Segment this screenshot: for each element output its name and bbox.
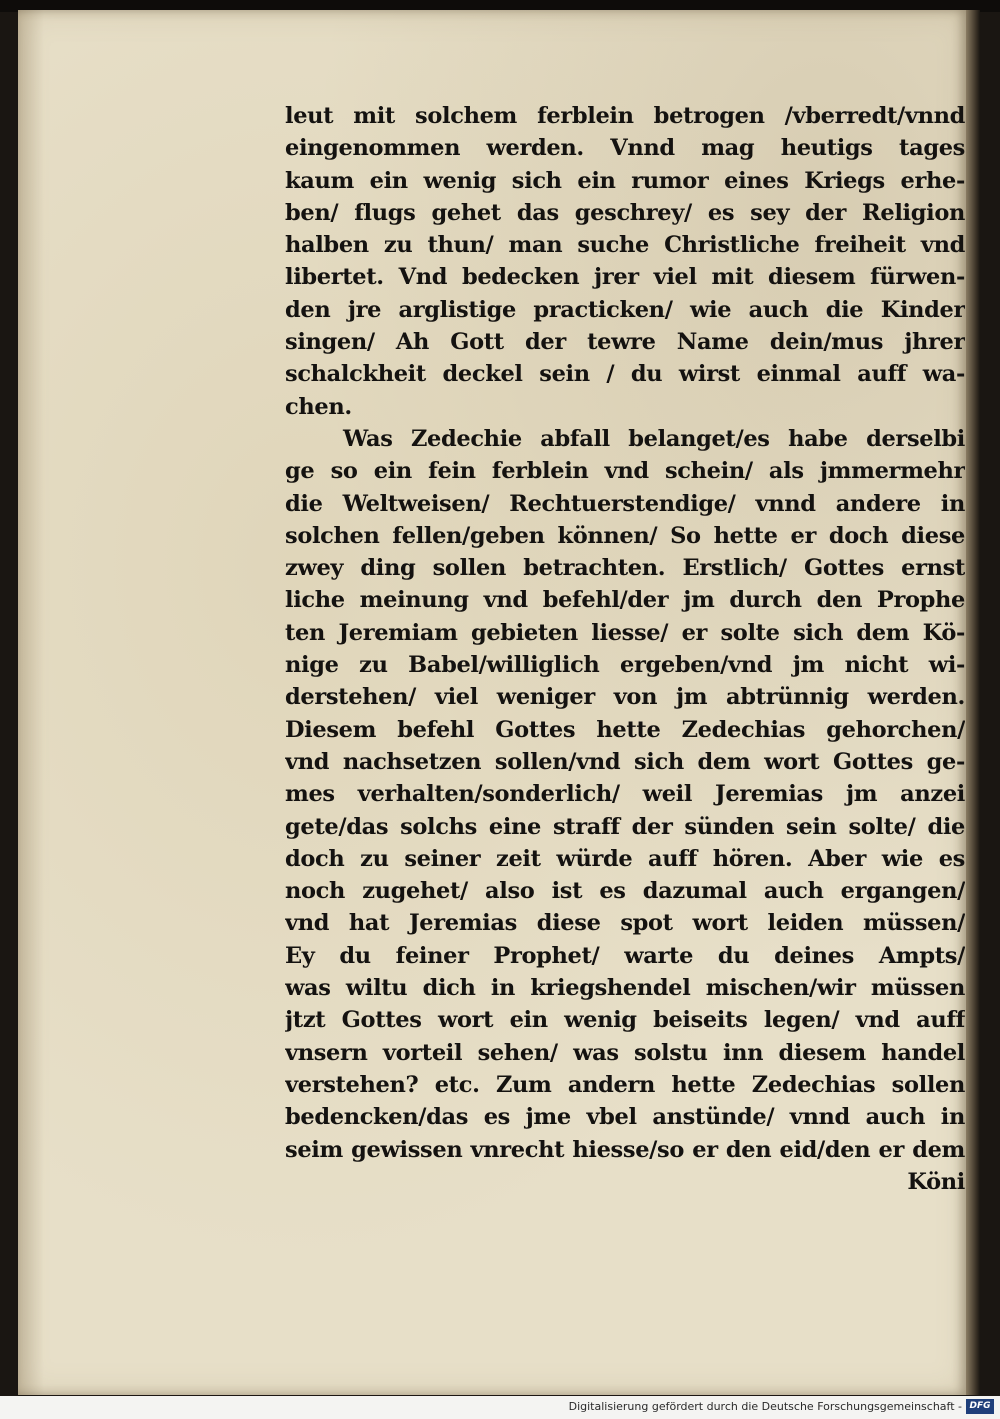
text-line: gete/das solchs eine straff der sünden sein solte/ die: [285, 813, 965, 840]
text-line: Diesem befehl Gottes hette Zedechias gehorchen/: [285, 716, 965, 743]
text-line: chen.: [285, 393, 352, 420]
text-line: schalckheit deckel sein / du wirst einmal auff wa‑: [285, 361, 965, 388]
text-line: Ey du feiner Prophet/ warte du deines Ampts/: [285, 942, 965, 969]
text-line: eingenommen werden. Vnnd mag heutigs tages: [285, 135, 965, 162]
text-line: jtzt Gottes wort ein wenig beiseits legen/ vnd auff: [285, 1007, 965, 1034]
text-line: zwey ding sollen betrachten. Erstlich/ Gottes ernst: [285, 555, 965, 582]
text-line: vnd nachsetzen sollen/vnd sich dem wort Gottes ge‑: [285, 748, 965, 775]
text-line: doch zu seiner zeit würde auff hören. Aber wie es: [285, 845, 965, 872]
text-line: mes verhalten/sonderlich/ weil Jeremias jm anzei: [285, 781, 965, 808]
catchword: Köni: [907, 1168, 965, 1195]
paragraph-start-line: Was Zedechie abfall belanget/es habe derselbi: [343, 425, 965, 452]
digitization-credit: Digitalisierung gefördert durch die Deutsche Forschungsgemeinschaft -: [568, 1400, 962, 1413]
text-line: nige zu Babel/williglich ergeben/vnd jm nicht wi‑: [285, 652, 965, 679]
text-line: singen/ Ah Gott der tewre Name dein/mus jhrer: [285, 329, 965, 356]
text-line: solchen fellen/geben können/ So hette er doch diese: [285, 522, 965, 549]
text-line: derstehen/ viel weniger von jm abtrünnig werden.: [285, 684, 965, 711]
text-line: ben/ flugs gehet das geschrey/ es sey der Religion: [285, 199, 965, 226]
dfg-logo: DFG: [966, 1399, 994, 1414]
text-line: vnd hat Jeremias diese spot wort leiden müssen/: [285, 910, 965, 937]
text-line: seim gewissen vnrecht hiesse/so er den eid/den er dem: [285, 1136, 965, 1163]
text-line: liche meinung vnd befehl/der jm durch den Prophe: [285, 587, 965, 614]
text-line: die Weltweisen/ Rechtuerstendige/ vnnd andere in: [285, 490, 965, 517]
text-line: was wiltu dich in kriegshendel mischen/wir müssen: [285, 975, 965, 1002]
text-line: bedencken/das es jme vbel anstünde/ vnnd auch in: [285, 1104, 965, 1131]
page-text: [285, 100, 965, 1198]
text-line: halben zu thun/ man suche Christliche freiheit vnd: [285, 232, 965, 259]
text-line: den jre arglistige practicken/ wie auch die Kinder: [285, 296, 965, 323]
text-line: leut mit solchem ferblein betrogen /vberredt/vnnd: [285, 103, 965, 129]
page-edge-shadow: [966, 10, 980, 1395]
text-line: vnsern vorteil sehen/ was solstu inn diesem handel: [285, 1039, 965, 1066]
text-line: verstehen? etc. Zum andern hette Zedechias sollen: [285, 1071, 965, 1098]
text-line: kaum ein wenig sich ein rumor eines Kriegs erhe‑: [285, 167, 965, 194]
text-line: libertet. Vnd bedecken jrer viel mit diesem fürwen‑: [285, 264, 965, 291]
text-line: noch zugehet/ also ist es dazumal auch ergangen/: [285, 878, 965, 905]
text-line: ten Jeremiam gebieten liesse/ er solte sich dem Kö‑: [285, 619, 965, 646]
text-line: ge so ein fein ferblein vnd schein/ als jmmermehr: [285, 458, 965, 485]
